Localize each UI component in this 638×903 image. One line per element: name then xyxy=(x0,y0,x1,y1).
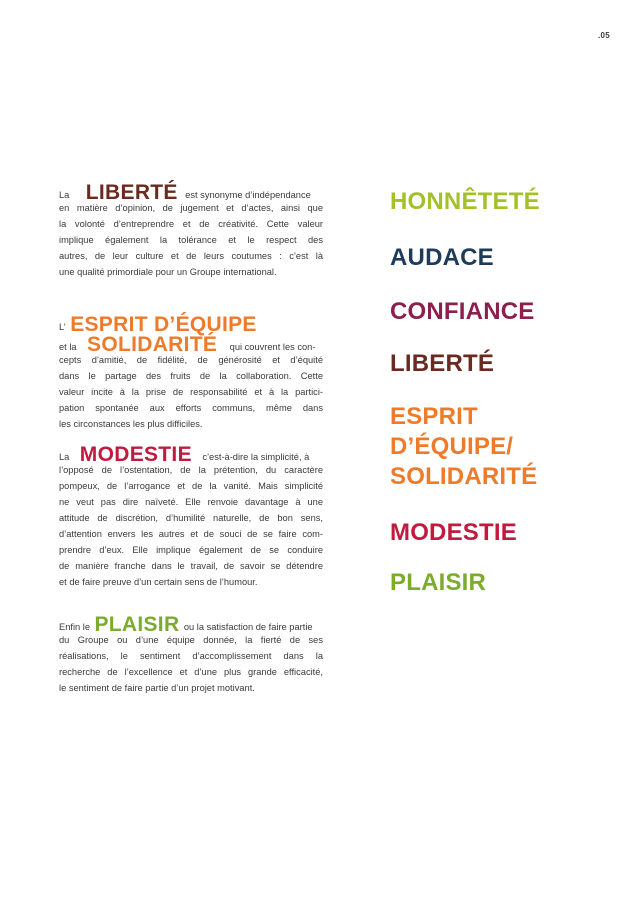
paragraph-line: les circonstances les plus difficiles. xyxy=(59,419,203,429)
value-audace: AUDACE xyxy=(390,244,494,271)
paragraph-text xyxy=(59,352,323,432)
lead-inline: c’est-à-dire la simplicité, à xyxy=(202,452,310,462)
value-modestie: MODESTIE xyxy=(390,519,517,546)
lead-inline: ou la satisfaction de faire partie xyxy=(183,622,313,632)
value-honnetete: HONNÊTETÉ xyxy=(390,188,540,215)
paragraph-line: l’opposé de l’ostentation, de la prétention, du caractère xyxy=(59,465,323,475)
paragraph-line: prendre d’eux. Elle implique également de se conduire xyxy=(59,545,323,555)
paragraph-line: dans le partage des fruits de la collaboration. Cette xyxy=(59,371,323,381)
paragraph-line: cepts d’amitié, de fidélité, de générosité et d’équité xyxy=(59,355,323,365)
keyword-solidarite: SOLIDARITÉ xyxy=(87,333,218,356)
paragraph-line: et de faire preuve d’un certain sens de l’humour. xyxy=(59,577,258,587)
lead-inline: est synonyme d’indépendance xyxy=(185,190,311,200)
value-esprit-line3: SOLIDARITÉ xyxy=(390,463,538,490)
paragraph-line: pompeux, de l’arrogance et de la vanité. Mais simplicité xyxy=(59,481,323,491)
lead-prefix: La xyxy=(59,190,70,200)
paragraph-line: valeur incite à la prise de responsabilité et à la partici- xyxy=(59,387,323,397)
paragraph-line: de manière franche dans le travail, de savoir se détendre xyxy=(59,561,323,571)
lead-inline: qui couvrent les con- xyxy=(229,342,316,352)
keyword-esprit: ESPRIT D’ÉQUIPE xyxy=(70,313,257,336)
value-esprit-line1: ESPRIT xyxy=(390,403,478,430)
paragraph-line: ne veut pas dire naïveté. Elle renvoie davantage à une xyxy=(59,497,323,507)
section-esprit xyxy=(59,313,323,432)
paragraph-line: d’attention envers les autres et de souci de se faire com- xyxy=(59,529,323,539)
lead-prefix: La xyxy=(59,452,70,462)
value-confiance: CONFIANCE xyxy=(390,298,535,325)
paragraph-line: la volonté d’entreprendre et de créativité. Cette valeur xyxy=(59,219,323,229)
paragraph-text xyxy=(59,462,323,590)
paragraph-text xyxy=(59,200,323,280)
lead-prefix-2: et la xyxy=(59,342,77,352)
keyword-modestie: MODESTIE xyxy=(79,443,192,466)
paragraph-line: une qualité primordiale pour un Groupe international. xyxy=(59,267,277,277)
paragraph-line: implique également la tolérance et le respect des xyxy=(59,235,323,245)
value-esprit-line2: D’ÉQUIPE/ xyxy=(390,433,514,460)
page-number: .05 xyxy=(597,31,610,40)
value-plaisir: PLAISIR xyxy=(390,569,487,596)
lead-prefix: Enfin le xyxy=(59,622,91,632)
paragraph-line: en matière d’opinion, de jugement et d’actes, ainsi que xyxy=(59,203,323,213)
section-modestie xyxy=(59,444,323,590)
value-liberte: LIBERTÉ xyxy=(390,350,495,377)
paragraph-line: réalisations, le sentiment d’accomplissement dans la xyxy=(59,651,323,661)
section-liberte xyxy=(59,182,323,280)
paragraph-line: du Groupe ou d’une équipe donnée, la fierté de ses xyxy=(59,635,323,645)
paragraph-line: recherche de l’excellence et d’une plus grande efficacité, xyxy=(59,667,323,677)
section-plaisir xyxy=(59,614,323,696)
paragraph-line: pation spontanée aux efforts communs, même dans xyxy=(59,403,323,413)
paragraph-line: attitude de discrétion, d’humilité naturelle, de bon sens, xyxy=(59,513,323,523)
paragraph-line: le sentiment de faire partie d’un projet motivant. xyxy=(59,683,255,693)
lead-prefix: L’ xyxy=(59,322,66,332)
keyword-plaisir: PLAISIR xyxy=(94,613,180,636)
keyword-liberte: LIBERTÉ xyxy=(85,181,178,204)
paragraph-text xyxy=(59,632,323,696)
paragraph-line: autres, de leur culture et de leurs coutumes : c’est là xyxy=(59,251,323,261)
